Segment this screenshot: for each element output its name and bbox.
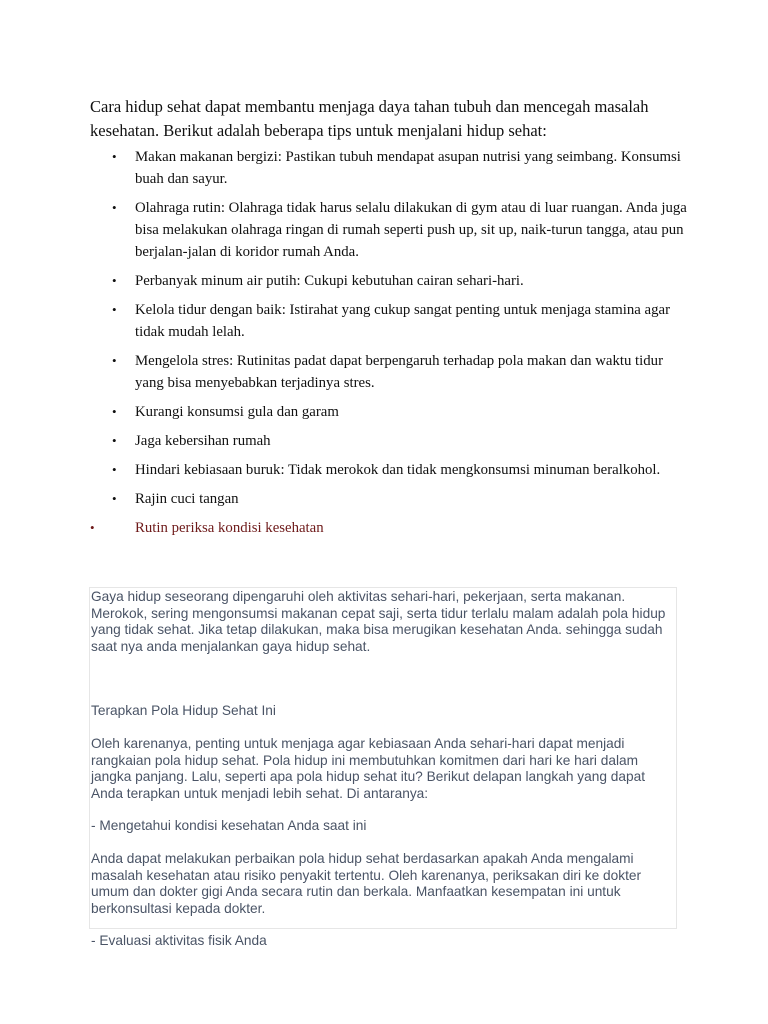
tip-text: Makan makanan bergizi: Pastikan tubuh mendapat asupan nutrisi yang seimbang. Konsumsi buah dan sayur. xyxy=(135,149,681,187)
article-paragraph-3: Anda dapat melakukan perbaikan pola hidup sehat berdasarkan apakah Anda mengalami masalah kesehatan atau risiko penyakit tertentu. Oleh karenanya, periksakan diri ke dokter umum dan dokter gigi Anda secara rutin dan berkala. Manfaatkan kesempatan ini untuk berkonsultasi kepada dokter. xyxy=(91,850,642,916)
tip-text: Rutin periksa kondisi kesehatan xyxy=(135,520,324,536)
tip-item xyxy=(90,299,690,343)
tip-item xyxy=(90,350,690,394)
bullet-icon: • xyxy=(112,302,117,317)
tip-text: Mengelola stres: Rutinitas padat dapat berpengaruh terhadap pola makan dan waktu tidur yang bisa menyebabkan terjadinya stres. xyxy=(135,353,663,391)
tip-item xyxy=(90,270,690,292)
tip-item xyxy=(90,488,690,510)
tip-item xyxy=(90,430,690,452)
article-paragraph-1: Gaya hidup seseorang dipengaruhi oleh aktivitas sehari-hari, pekerjaan, serta makanan. Merokok, sering mengonsumsi makanan cepat saji, serta tidur terlalu malam adalah pola hidup yang tidak sehat. Jika tetap dilakukan, maka bisa merugikan kesehatan Anda. sehingga sudah saat nya anda menjalankan gaya hidup sehat. xyxy=(91,589,666,654)
article-step-1: - Mengetahui kondisi kesehatan Anda saat ini xyxy=(91,818,367,834)
bullet-icon: • xyxy=(112,433,117,448)
tip-text: Rajin cuci tangan xyxy=(135,491,239,507)
article-paragraph-2: Oleh karenanya, penting untuk menjaga agar kebiasaan Anda sehari-hari dapat menjadi rangkaian pola hidup sehat. Pola hidup ini membutuhkan komitmen dari hari ke hari dalam jangka panjang. Lalu, seperti apa pola hidup sehat itu? Berikut delapan langkah yang dapat Anda terapkan untuk menjadi lebih sehat. Di antaranya: xyxy=(91,735,646,801)
tip-item xyxy=(90,197,690,263)
bullet-icon: • xyxy=(112,491,117,506)
intro-paragraph: Cara hidup sehat dapat membantu menjaga daya tahan tubuh dan mencegah masalah kesehatan. Berikut adalah beberapa tips untuk menjalani hidup sehat: xyxy=(90,97,649,140)
tip-text: Olahraga rutin: Olahraga tidak harus selalu dilakukan di gym atau di luar ruangan. Anda juga bisa melakukan olahraga ringan di rumah seperti push up, sit up, naik-turun tangga, atau pun berjalan-jalan di koridor rumah Anda. xyxy=(135,200,687,260)
tip-text: Jaga kebersihan rumah xyxy=(135,433,271,449)
tip-text: Hindari kebiasaan buruk: Tidak merokok dan tidak mengkonsumsi minuman beralkohol. xyxy=(135,462,661,478)
tip-item xyxy=(90,401,690,423)
tip-text: Perbanyak minum air putih: Cukupi kebutuhan cairan sehari-hari. xyxy=(135,273,524,289)
article-step-2: - Evaluasi aktivitas fisik Anda xyxy=(91,933,267,949)
document-body xyxy=(90,95,690,546)
tip-item xyxy=(90,146,690,190)
article-box xyxy=(89,587,677,949)
bullet-icon: • xyxy=(112,353,117,368)
tip-item xyxy=(90,517,690,539)
bullet-icon: • xyxy=(90,520,95,535)
bullet-icon: • xyxy=(112,404,117,419)
tip-text: Kelola tidur dengan baik: Istirahat yang cukup sangat penting untuk menjaga stamina agar tidak mudah lelah. xyxy=(135,302,670,340)
tip-text: Kurangi konsumsi gula dan garam xyxy=(135,404,339,420)
bullet-icon: • xyxy=(112,273,117,288)
bullet-icon: • xyxy=(112,462,117,477)
article-heading: Terapkan Pola Hidup Sehat Ini xyxy=(91,703,276,719)
tip-item xyxy=(90,459,690,481)
bullet-icon: • xyxy=(112,149,117,164)
tips-list xyxy=(90,146,690,539)
bullet-icon: • xyxy=(112,200,117,215)
